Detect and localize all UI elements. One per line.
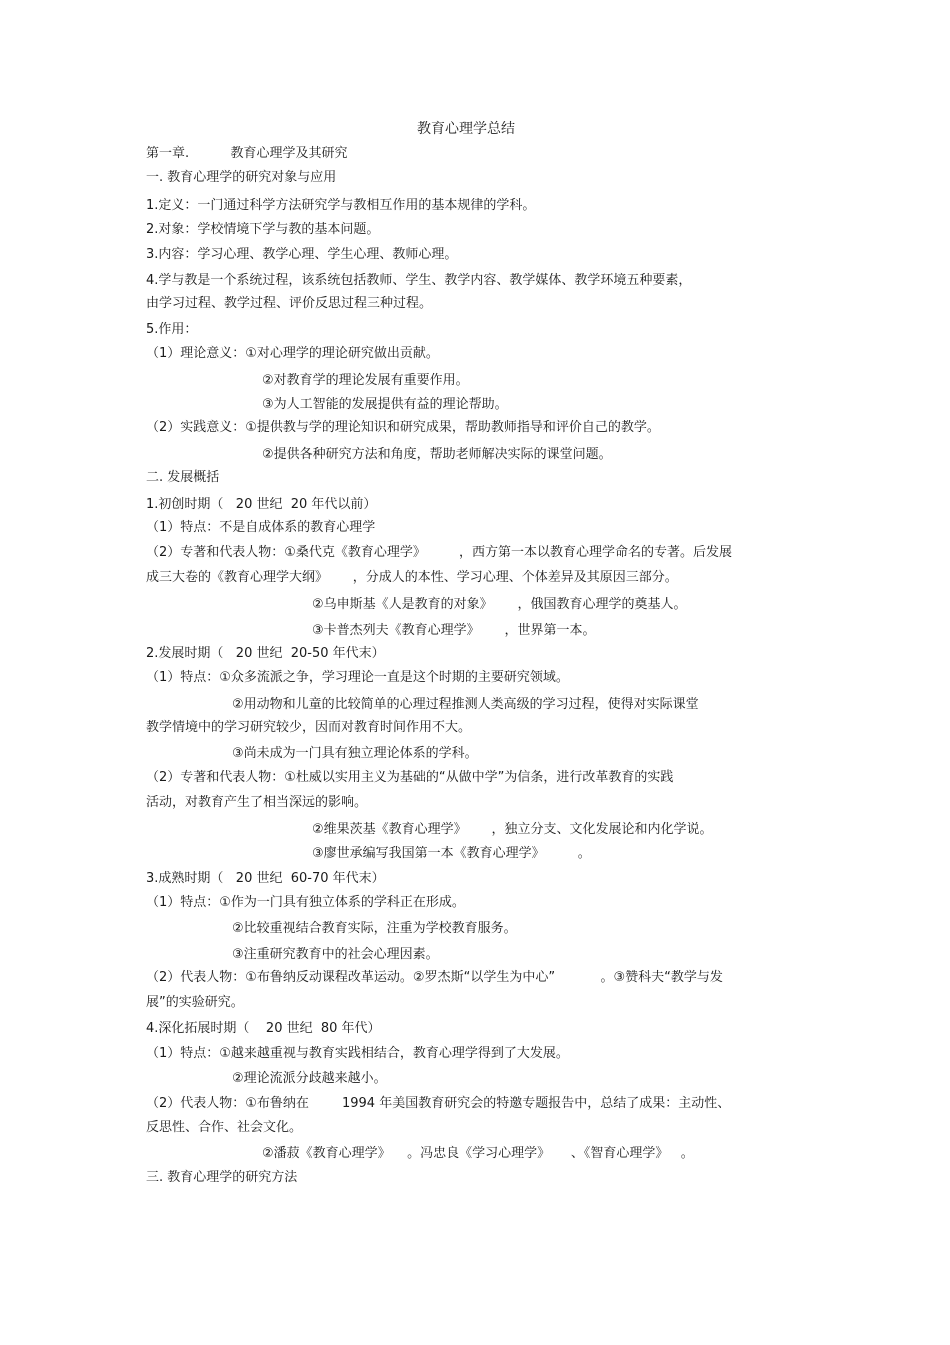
text-line: ③卡普杰列夫《教育心理学》 ，世界第一本。 [312, 623, 596, 638]
text-line: 1.定义：一门通过科学方法研究学与教相互作用的基本规律的学科。 [146, 198, 536, 213]
text-line: 展”的实验研究。 [146, 995, 244, 1010]
text-line: 成三大卷的《教育心理学大纲》 ，分成人的本性、学习心理、个体差异及其原因三部分。 [146, 570, 678, 585]
text-line: （2）代表人物：①布鲁纳反动课程改革运动。②罗杰斯“以学生为中心” 。③赞科夫“教学与发 [146, 970, 723, 985]
section-heading: 二. 发展概括 [146, 470, 220, 485]
text-line: （1）特点：不是自成体系的教育心理学 [146, 520, 376, 535]
text-line: ②理论流派分歧越来越小。 [232, 1071, 387, 1086]
text-line: ③尚未成为一门具有独立理论体系的学科。 [232, 746, 478, 761]
text-line: 3.内容：学习心理、教学心理、学生心理、教师心理。 [146, 247, 458, 262]
chapter-heading: 第一章. 教育心理学及其研究 [146, 146, 348, 161]
text-line: 2.发展时期（ 20 世纪 20-50 年代末） [146, 646, 385, 661]
text-line: ②潘菽《教育心理学》 。冯忠良《学习心理学》 、《智育心理学》 。 [262, 1146, 694, 1161]
text-line: ②维果茨基《教育心理学》 ，独立分支、文化发展论和内化学说。 [312, 822, 713, 837]
text-line: ③廖世承编写我国第一本《教育心理学》 。 [312, 846, 591, 861]
text-line: 反思性、合作、社会文化。 [146, 1120, 303, 1135]
text-line: ③为人工智能的发展提供有益的理论帮助。 [262, 397, 508, 412]
text-line: （1）特点：①越来越重视与教育实践相结合，教育心理学得到了大发展。 [146, 1046, 569, 1061]
text-line: ②提供各种研究方法和角度，帮助老师解决实际的课堂问题。 [262, 447, 612, 462]
text-line: 教学情境中的学习研究较少，因而对教育时间作用不大。 [146, 720, 472, 735]
text-line: 1.初创时期（ 20 世纪 20 年代以前） [146, 497, 377, 512]
text-line: （1）特点：①作为一门具有独立体系的学科正在形成。 [146, 895, 465, 910]
text-line: （2）代表人物：①布鲁纳在 1994 年美国教育研究会的特邀专题报告中，总结了成果：主动性、 [146, 1096, 731, 1111]
text-line: 4.深化拓展时期（ 20 世纪 80 年代） [146, 1021, 381, 1036]
section-heading: 三. 教育心理学的研究方法 [146, 1170, 298, 1185]
text-line: （2）实践意义：①提供教与学的理论知识和研究成果，帮助教师指导和评价自己的教学。 [146, 420, 660, 435]
text-line: ②对教育学的理论发展有重要作用。 [262, 373, 469, 388]
text-line: （1）特点：①众多流派之争，学习理论一直是这个时期的主要研究领域。 [146, 670, 569, 685]
text-line: 由学习过程、教学过程、评价反思过程三种过程。 [146, 296, 433, 311]
text-line: 4.学与教是一个系统过程，该系统包括教师、学生、教学内容、教学媒体、教学环境五种要素， [146, 273, 692, 288]
text-line: ③注重研究教育中的社会心理因素。 [232, 947, 439, 962]
text-line: 活动，对教育产生了相当深远的影响。 [146, 795, 368, 810]
text-line: ②乌申斯基《人是教育的对象》 ，俄国教育心理学的奠基人。 [312, 597, 687, 612]
text-line: （2）专著和代表人物：①杜威以实用主义为基础的“从做中学”为信条，进行改革教育的实践 [146, 770, 674, 785]
text-line: （1）理论意义：①对心理学的理论研究做出贡献。 [146, 346, 439, 361]
text-line: 3.成熟时期（ 20 世纪 60-70 年代末） [146, 871, 385, 886]
section-heading: 一. 教育心理学的研究对象与应用 [146, 170, 337, 185]
text-line: 5.作用： [146, 322, 198, 337]
text-line: ②用动物和儿童的比较简单的心理过程推测人类高级的学习过程，使得对实际课堂 [232, 697, 699, 712]
text-line: ②比较重视结合教育实际，注重为学校教育服务。 [232, 921, 517, 936]
document-title: 教育心理学总结 [417, 121, 515, 137]
text-line: 2.对象：学校情境下学与教的基本问题。 [146, 222, 380, 237]
text-line: （2）专著和代表人物：①桑代克《教育心理学》 ，西方第一本以教育心理学命名的专著。后发展 [146, 545, 732, 560]
